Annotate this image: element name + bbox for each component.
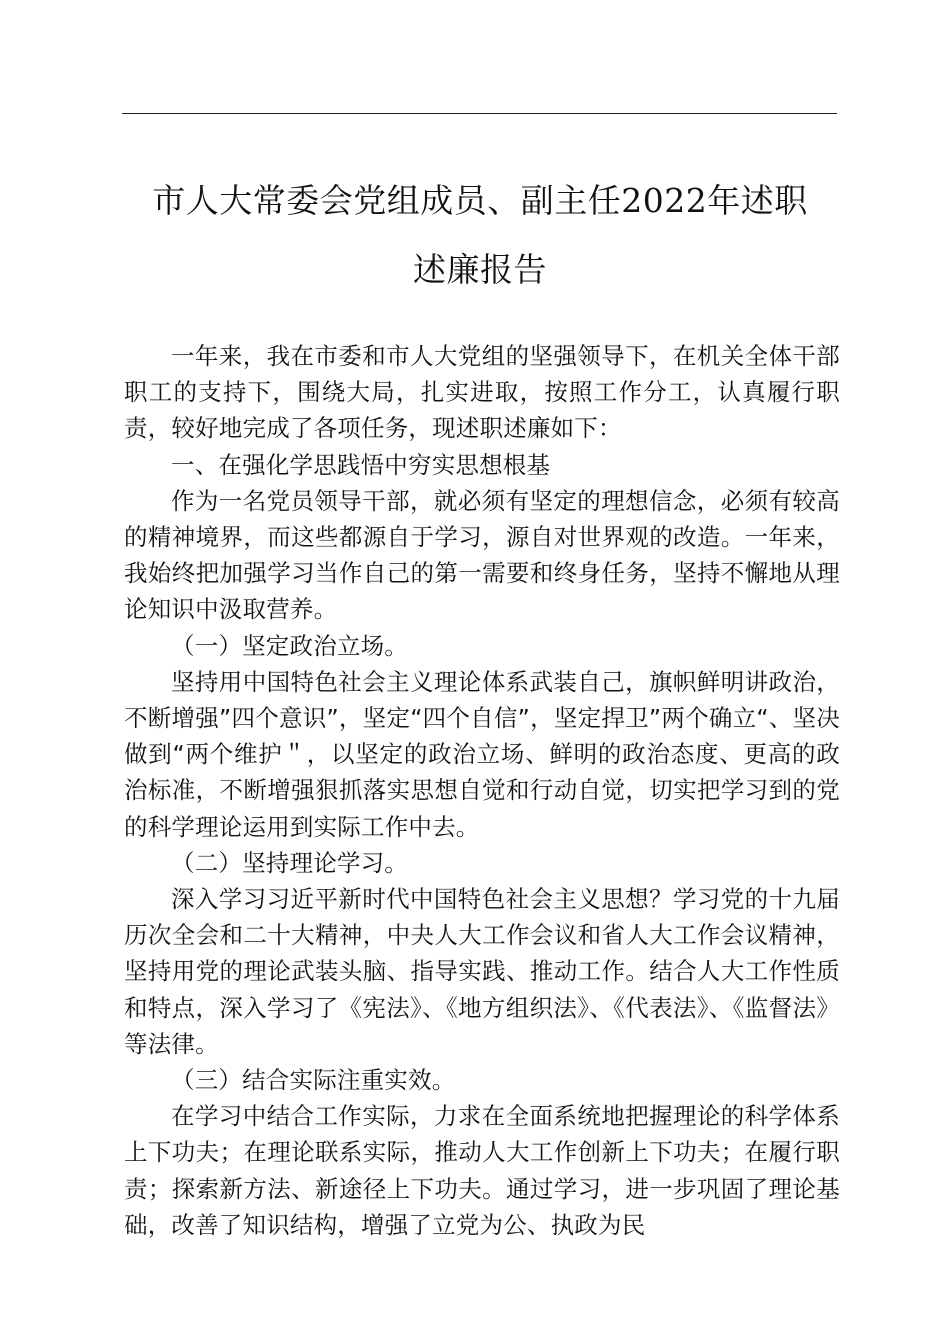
subsection-heading-1: （一）坚定政治立场。 — [171, 631, 408, 660]
title-text-post: 年述职 — [707, 181, 808, 220]
paragraph: 深入学习习近平新时代中国特色社会主义思想？学习党的十九届历次全会和二十大精神，中夬人大工作会议和省人大工作会议精神，坚持用党的理论武装头脑、指导实践、推动工作。结合人大工作性质和特点，深入学习了《宪法》、《地方组织法》、《代表法》、《监督法》等法律。 — [124, 885, 840, 1058]
header-rule — [122, 113, 837, 114]
paragraph: 坚持用中国特色社会主义理论体系武装自己，旗帜鲜明讲政治，不断增强”四个意识”，坚定“四个自信”，坚定捍卫”两个确立“、坚决做到“两个维护＂，以坚定的政治立场、鲜明的政治态度、更高的政治标准，不断增强狠抓落实思想自觉和行动自觉，切实把学习到的党的科学理论运用到实际工作中去。 — [124, 667, 840, 841]
subsection-heading-2: （二）坚持理论学习。 — [171, 848, 408, 877]
paragraph: 在学习中结合工作实际，力求在全面系统地把握理论的科学体系上下功夫；在理论联系实际，推动人大工作创新上下功夫；在履行职责；探索新方法、新途径上下功夫。通过学习，进一步巩固了理论基础，改善了知识结构，增强了立党为公、执政为民 — [124, 1102, 840, 1239]
title-year: 2022 — [621, 181, 708, 220]
page-title-line-1 — [100, 181, 860, 221]
subsection-heading-3: （三）结合实际注重实效。 — [171, 1066, 456, 1095]
page-title-line-2: 述廉报告 — [413, 250, 547, 289]
section-heading-1: 一、在强化学思践悟中穷实思想根基 — [171, 450, 551, 479]
title-text-pre: 市人大常委会党组成员、副主任 — [152, 181, 622, 220]
paragraph-intro: 一年来，我在市委和市人大党组的坚强领导下，在机关全体干部职工的支持下，围绕大局，扎实进取，按照工作分工，认真履行职责，较好地完成了各项任务，现述职述廉如下： — [124, 342, 840, 443]
document-body — [124, 338, 840, 1243]
paragraph: 作为一名党员领导干部，就必须有坚定的理想信念，必须有较高的精神境界，而这些都源自于学习，源自对世界观的改造。一年来，我始终把加强学习当作自己的第一需要和终身任务，坚持不懈地从理论知识中汲取营养。 — [124, 486, 840, 624]
